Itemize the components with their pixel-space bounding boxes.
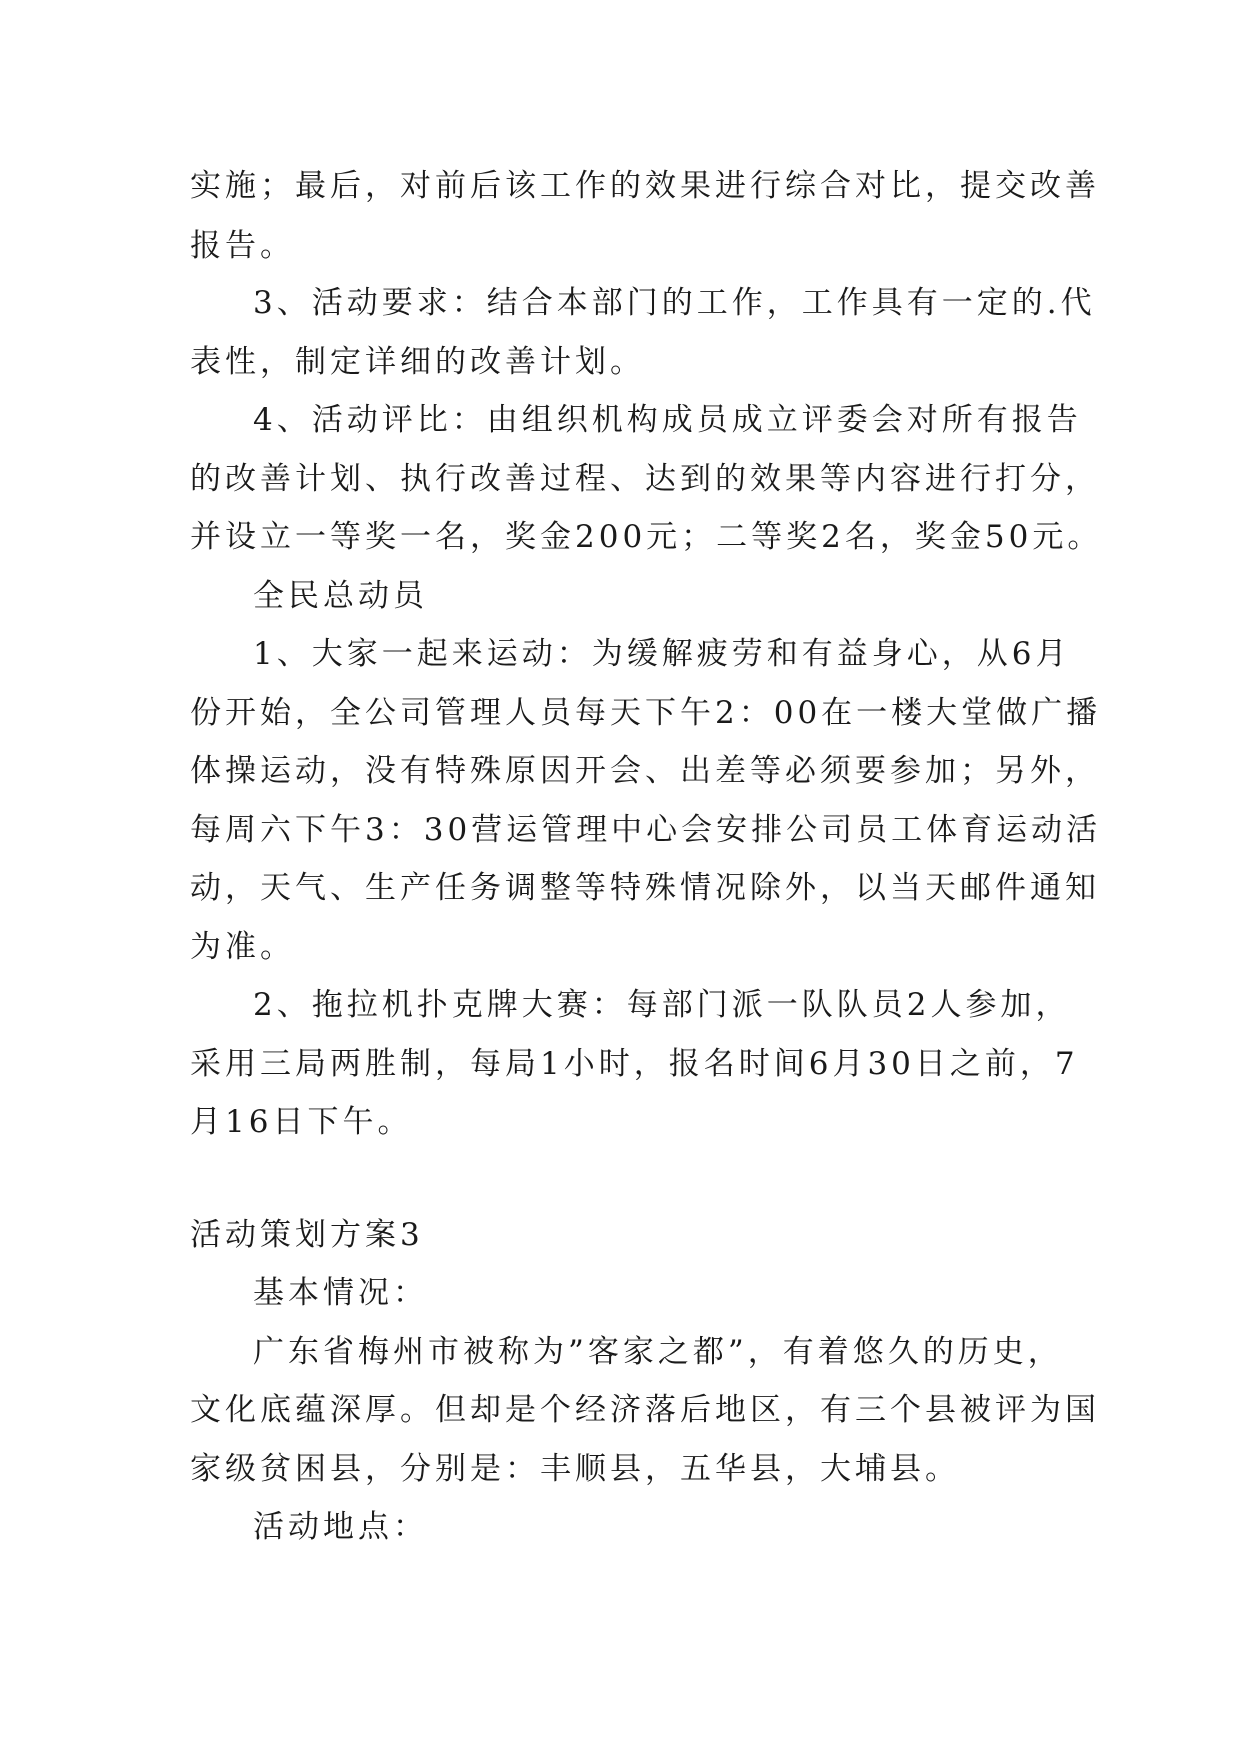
paragraph-line: 并设立一等奖一名，奖金200元；二等奖2名，奖金50元。 <box>190 519 1103 555</box>
paragraph-line: 为准。 <box>190 929 295 965</box>
paragraph-line: 4、活动评比：由组织机构成员成立评委会对所有报告 <box>253 402 1082 438</box>
paragraph-line: 文化底蕴深厚。但却是个经济落后地区，有三个县被评为国 <box>190 1392 1100 1428</box>
paragraph-line: 实施；最后，对前后该工作的效果进行综合对比，提交改善 <box>190 168 1100 204</box>
section-heading: 基本情况： <box>253 1275 428 1311</box>
paragraph-line: 动，天气、生产任务调整等特殊情况除外，以当天邮件通知 <box>190 870 1100 906</box>
section-heading: 全民总动员 <box>253 578 428 614</box>
paragraph-line: 每周六下午3：30营运管理中心会安排公司员工体育运动活 <box>190 812 1102 848</box>
paragraph-line: 2、拖拉机扑克牌大赛：每部门派一队队员2人参加， <box>253 987 1071 1023</box>
paragraph-line: 报告。 <box>190 228 295 264</box>
document-title: 活动策划方案3 <box>190 1217 424 1253</box>
paragraph-line: 的改善计划、执行改善过程、达到的效果等内容进行打分， <box>190 461 1100 497</box>
paragraph-line: 1、大家一起来运动：为缓解疲劳和有益身心，从6月 <box>253 636 1071 672</box>
paragraph-line: 家级贫困县，分别是：丰顺县，五华县，大埔县。 <box>190 1451 960 1487</box>
section-heading: 活动地点： <box>253 1509 428 1545</box>
paragraph-line: 体操运动，没有特殊原因开会、出差等必须要参加；另外， <box>190 753 1100 789</box>
paragraph-line: 采用三局两胜制，每局1小时，报名时间6月30日之前，7 <box>190 1046 1079 1082</box>
paragraph-line: 月16日下午。 <box>190 1104 413 1140</box>
paragraph-line: 表性，制定详细的改善计划。 <box>190 344 645 380</box>
paragraph-line: 份开始，全公司管理人员每天下午2：00在一楼大堂做广播 <box>190 695 1102 731</box>
paragraph-line: 3、活动要求：结合本部门的工作，工作具有一定的.代 <box>253 285 1096 321</box>
paragraph-line: 广东省梅州市被称为”客家之都”，有着悠久的历史， <box>253 1334 1063 1370</box>
